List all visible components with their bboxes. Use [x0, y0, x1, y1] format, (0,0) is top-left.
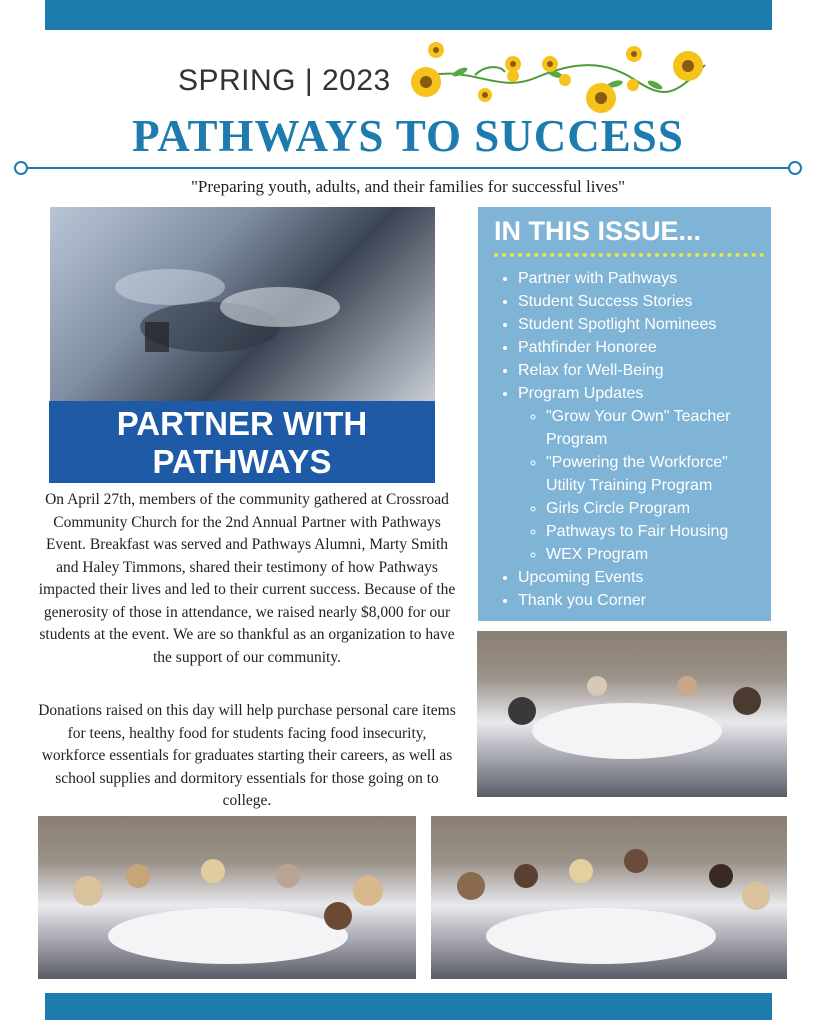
feature-banner [49, 401, 435, 483]
divider-left-end [14, 161, 28, 175]
event-photo-table-3 [431, 816, 787, 979]
issue-subitem: ◦ WEX Program [546, 543, 763, 566]
issue-item: • Pathfinder Honoree [518, 336, 763, 359]
feature-paragraph-1: On April 27th, members of the community gathered at Crossroad Community Church for the 2nd Annual Partner with Pathways Event. Breakfast was served and Pathways Alumni, Marty Smith and Haley Timmons, shared their testimony of how Pathways impacted their lives and led to their current success. Because of the generosity of those in attendance, we raised nearly $8,000 for our students at the event. We are so thankful as an organization to have the support of our community. [38, 491, 456, 666]
top-bar [45, 0, 772, 30]
program-updates-sublist [518, 405, 763, 566]
feature-paragraph-2: Donations raised on this day will help purchase personal care items for teens, healthy food for students facing food insecurity, workforce essentials for graduates starting their careers, as well as school supplies and dormitory essentials for those going on to college. [38, 702, 456, 809]
issue-subitem: ◦ Pathways to Fair Housing [546, 520, 763, 543]
title-divider [20, 167, 796, 169]
sunflower-vine-decoration [405, 40, 710, 118]
issue-item-label: Program Updates [518, 385, 644, 402]
dotted-divider [494, 253, 764, 261]
tagline: "Preparing youth, adults, and their families for successful lives" [190, 177, 626, 196]
issue-item: • Student Spotlight Nominees [518, 313, 763, 336]
issue-subitem: ◦ Girls Circle Program [546, 497, 763, 520]
issue-item: • Thank you Corner [518, 589, 763, 612]
issue-item: • Relax for Well-Being [518, 359, 763, 382]
hands-together-photo [50, 207, 435, 402]
bottom-bar [45, 993, 772, 1020]
issue-list [478, 267, 763, 612]
event-photo-table-1 [477, 631, 787, 797]
issue-item: • Student Success Stories [518, 290, 763, 313]
issue-subitem: ◦ "Powering the Workforce" Utility Training Program [546, 451, 763, 497]
issue-item: • Partner with Pathways [518, 267, 763, 290]
divider-right-end [788, 161, 802, 175]
banner-line-2: PATHWAYS [152, 443, 332, 480]
event-photo-table-2 [38, 816, 416, 979]
issue-item-program-updates [518, 382, 763, 566]
issue-item: • Upcoming Events [518, 566, 763, 589]
issue-season: SPRING | 2023 [178, 64, 391, 97]
in-this-issue-sidebar [478, 207, 771, 621]
sidebar-heading: IN THIS ISSUE... [494, 216, 702, 246]
issue-subitem: ◦ "Grow Your Own" Teacher Program [546, 405, 763, 451]
newsletter-title: PATHWAYS TO SUCCESS [132, 111, 684, 161]
banner-line-1: PARTNER WITH [116, 405, 368, 442]
